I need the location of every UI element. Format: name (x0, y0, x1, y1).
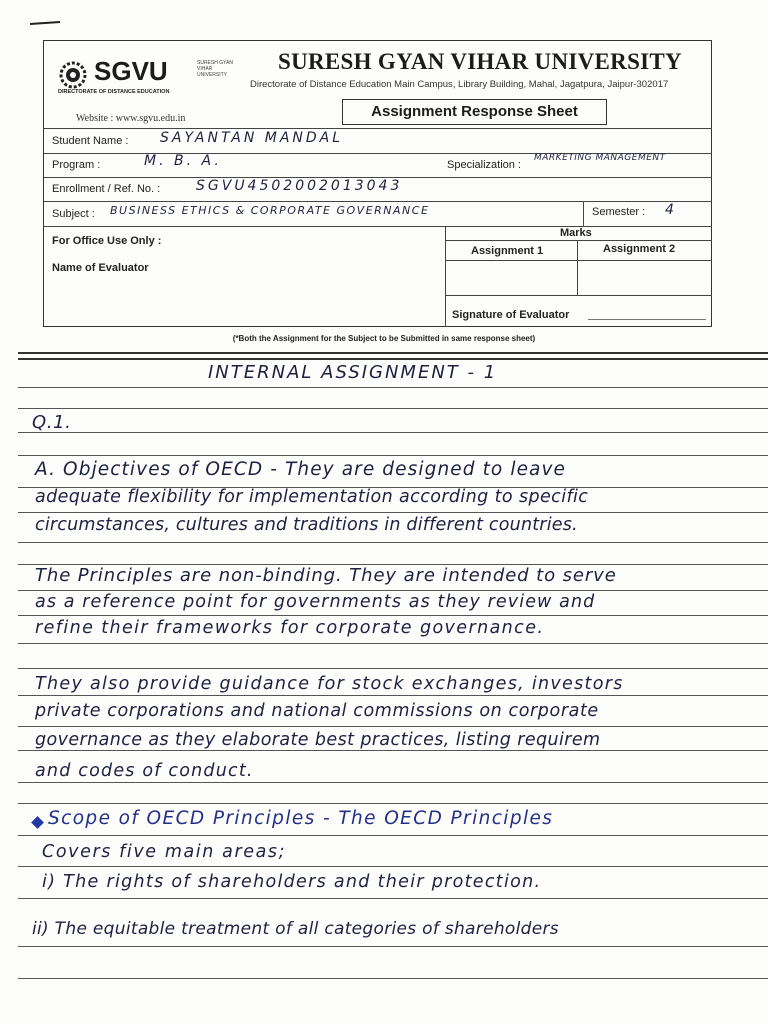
marks-divider (445, 260, 712, 261)
answer-line: adequate flexibility for implementation according to specific (35, 487, 589, 507)
answer-line: Covers five main areas; (42, 842, 287, 862)
office-use-label: For Office Use Only : (52, 235, 162, 247)
logo-text: SGVU (94, 56, 168, 86)
question-number: Q.1. (32, 412, 72, 433)
logo-small-text: SURESH GYAN VIHAR UNIVERSITY (197, 60, 234, 78)
ruled-line (18, 643, 768, 644)
ruled-line (18, 432, 768, 433)
ruled-line (18, 352, 768, 354)
ruled-line (18, 455, 768, 456)
emblem-icon (58, 60, 88, 90)
subject-value: BUSINESS ETHICS & CORPORATE GOVERNANCE (110, 204, 430, 217)
answer-line: ii) The equitable treatment of all categories of shareholders (32, 919, 559, 939)
ruled-line (18, 542, 768, 543)
answer-line: The Principles are non-binding. They are intended to serve (35, 565, 617, 586)
answer-line: They also provide guidance for stock exchanges, investors (35, 674, 624, 694)
answer-line: private corporations and national commissions on corporate (35, 701, 599, 721)
form-divider (583, 201, 584, 226)
ruled-line (18, 590, 768, 591)
marks-divider (445, 226, 446, 327)
ruled-line (18, 803, 768, 804)
sheet-title: Assignment Response Sheet (342, 99, 607, 125)
specialization-value: MARKETING MANAGEMENT (534, 153, 666, 163)
answer-line: as a reference point for governments as they review and (35, 592, 596, 612)
ruled-line (18, 358, 768, 360)
ruled-line (18, 615, 768, 616)
assignment-heading: INTERNAL ASSIGNMENT - 1 (208, 362, 498, 383)
ruled-line (18, 726, 768, 727)
specialization-label: Specialization : (447, 159, 521, 171)
marks-label: Marks (560, 227, 592, 239)
website-link[interactable]: Website : www.sgvu.edu.in (76, 113, 186, 124)
assignment2-label: Assignment 2 (603, 243, 676, 255)
answer-line: refine their frameworks for corporate governance. (35, 618, 545, 638)
form-divider (44, 226, 712, 227)
evaluator-label: Name of Evaluator (52, 262, 149, 274)
enrollment-value: SGVU4502002013043 (196, 178, 403, 194)
ruled-line (18, 978, 768, 979)
ruled-line (18, 408, 768, 409)
form-divider (44, 201, 712, 202)
university-title: SURESH GYAN VIHAR UNIVERSITY (278, 49, 682, 74)
signature-line (588, 319, 706, 320)
pen-mark (30, 21, 60, 25)
assignment1-label: Assignment 1 (471, 245, 544, 257)
ruled-line (18, 898, 768, 899)
program-label: Program : (52, 159, 101, 171)
ruled-line (18, 387, 768, 388)
enrollment-label: Enrollment / Ref. No. : (52, 183, 161, 195)
answer-line: circumstances, cultures and traditions in different countries. (35, 515, 578, 535)
marks-divider (445, 295, 712, 296)
student-name-label: Student Name : (52, 135, 129, 147)
signature-label: Signature of Evaluator (452, 309, 570, 321)
ruled-line (18, 695, 768, 696)
program-value: M. B. A. (144, 153, 222, 169)
form-divider (44, 128, 712, 129)
subject-label: Subject : (52, 208, 95, 220)
ruled-line (18, 946, 768, 947)
semester-value: 4 (665, 202, 674, 218)
semester-label: Semester : (592, 206, 646, 218)
ruled-line (18, 512, 768, 513)
university-address: Directorate of Distance Education Main Campus, Library Building, Mahal, Jagatpura, Jaipur-302017 (250, 79, 669, 90)
answer-line: Scope of OECD Principles - The OECD Principles (48, 808, 554, 829)
ruled-line (18, 866, 768, 867)
student-name-value: SAYANTAN MANDAL (160, 130, 344, 146)
ruled-line (18, 750, 768, 751)
marks-divider (577, 240, 578, 295)
ruled-line (18, 835, 768, 836)
bullet-icon (31, 816, 44, 829)
answer-line: governance as they elaborate best practices, listing requirem (35, 730, 601, 750)
answer-line: and codes of conduct. (35, 761, 254, 781)
sgvu-logo (58, 56, 238, 100)
ruled-line (18, 668, 768, 669)
ruled-line (18, 782, 768, 783)
answer-line: A. Objectives of OECD - They are designed to leave (35, 459, 567, 480)
submission-note: (*Both the Assignment for the Subject to be Submitted in same response sheet) (232, 334, 536, 343)
logo-subtitle: DIRECTORATE OF DISTANCE EDUCATION (58, 89, 170, 95)
answer-line: i) The rights of shareholders and their protection. (42, 872, 542, 892)
marks-divider (445, 240, 712, 241)
